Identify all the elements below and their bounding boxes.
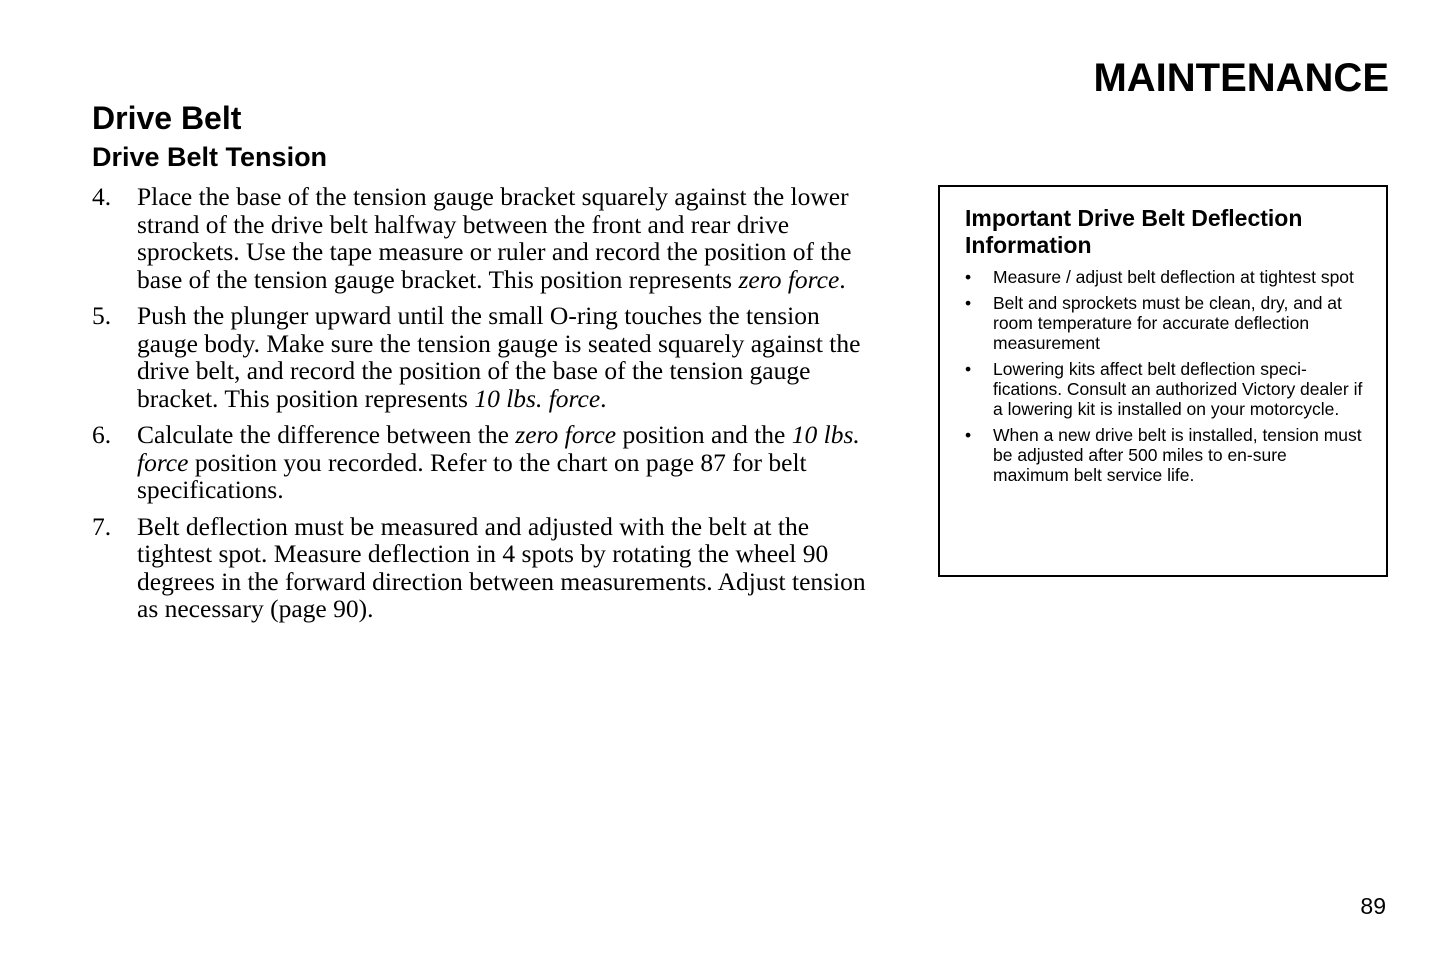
info-box-title: Important Drive Belt Deflection Information	[965, 205, 1303, 258]
step-text	[137, 513, 877, 623]
emphasis-term: 10 lbs. force	[137, 420, 860, 477]
step-text-segment: position and the	[616, 420, 792, 449]
bullet-mark: •	[965, 359, 972, 379]
step-text-segment: Belt deflection must be measured and adjusted with the belt at the tightest spot. Measure deflection in 4 spots by rotating the wheel 90 degrees in the forward direction between measurements. Adjust tension as necessary (page 90).	[137, 511, 866, 623]
step-text	[137, 183, 877, 293]
bullet-text: Belt and sprockets must be clean, dry, and at room temperature for accurate deflection measurement	[993, 293, 1342, 353]
step-text	[137, 302, 877, 412]
info-box-bullets	[965, 267, 1365, 491]
step-number: 6.	[92, 420, 112, 449]
section-header: MAINTENANCE	[1093, 56, 1389, 100]
info-bullet	[965, 293, 1365, 353]
emphasis-term: 10 lbs. force	[474, 383, 601, 413]
step-text-segment: .	[839, 264, 846, 294]
step-number: 4.	[92, 182, 112, 211]
step-text-segment: .	[600, 383, 607, 413]
bullet-text: Measure / adjust belt deflection at tightest spot	[993, 267, 1354, 287]
step-item	[92, 183, 877, 293]
emphasis-term: zero force	[515, 420, 617, 449]
emphasis-term: zero force	[738, 264, 840, 294]
bullet-text: Lowering kits affect belt deflection speci-fications. Consult an authorized Victory dealer if a lowering kit is installed on your motorcycle.	[993, 359, 1363, 419]
step-text-segment: position you recorded. Refer to the chart on page 87 for belt specifications.	[137, 447, 807, 504]
step-item	[92, 513, 877, 623]
info-box	[938, 185, 1388, 577]
bullet-mark: •	[965, 425, 972, 445]
info-bullet	[965, 267, 1365, 287]
step-list	[92, 183, 877, 632]
page-number: 89	[1360, 893, 1386, 919]
step-item	[92, 302, 877, 412]
bullet-text: When a new drive belt is installed, tension must be adjusted after 500 miles to en-sure maximum belt service life.	[993, 425, 1362, 485]
bullet-mark: •	[965, 267, 972, 287]
step-text-segment: Place the base of the tension gauge bracket squarely against the lower strand of the drive belt halfway between the front and rear drive sprockets. Use the tape measure or ruler and record the position of the base of the tension gauge bracket. This position represents	[137, 182, 852, 294]
step-number: 7.	[92, 511, 112, 541]
info-bullet	[965, 359, 1365, 419]
step-text-segment: Calculate the difference between the	[137, 420, 516, 449]
step-item	[92, 421, 877, 504]
step-text	[137, 421, 877, 504]
bullet-mark: •	[965, 293, 972, 313]
page-title: Drive Belt	[92, 100, 242, 136]
step-text-segment: Push the plunger upward until the small O-ring touches the tension gauge body. Make sure the tension gauge is seated squarely against the drive belt, and record the position of the base of the tension gauge bracket. This position represents	[137, 301, 861, 413]
info-bullet	[965, 425, 1365, 485]
page-subtitle: Drive Belt Tension	[92, 142, 328, 172]
step-number: 5.	[92, 301, 112, 330]
